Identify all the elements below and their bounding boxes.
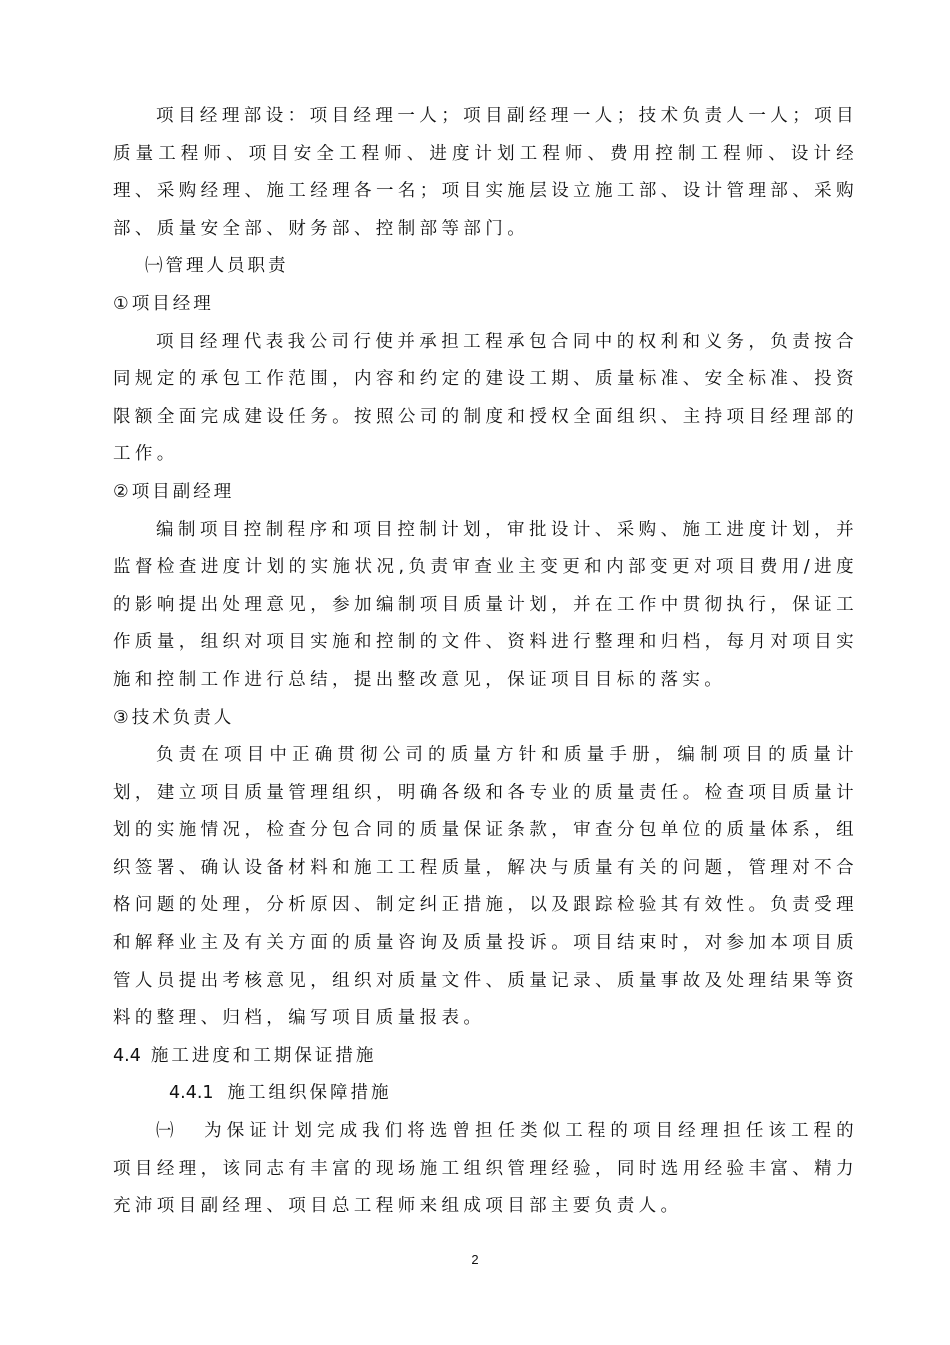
- subsection-heading: [113, 1075, 858, 1113]
- duties-heading: ㈠管理人员职责: [145, 256, 289, 277]
- role-technical-lead-text: 负责在项目中正确贯彻公司的质量方针和质量手册，编制项目的质量计划，建立项目质量管理组织，明确各级和各专业的质量责任。检查项目质量计划的实施情况，检查分包合同的质量保证条款，审查分包单位的质量体系，组织签署、确认设备材料和施工工程质量，解决与质量有关的问题，管理对不合格问题的处理，分析原因、制定纠正措施，以及跟踪检验其有效性。负责受理和解释业主及有关方面的质量咨询及质量投诉。项目结束时，对参加本项目质管人员提出考核意见，组织对质量文件、质量记录、质量事故及处理结果等资料的整理、归档，编写项目质量报表。: [113, 745, 858, 1029]
- section-heading: [113, 1038, 858, 1076]
- section-title: 施工进度和工期保证措施: [150, 1045, 377, 1066]
- page-number: 2: [471, 1252, 479, 1267]
- role-technical-lead-heading: ③技术负责人: [113, 707, 235, 728]
- role-project-manager-text: 项目经理代表我公司行使并承担工程承包合同中的权利和义务，负责按合同规定的承包工作范围，内容和约定的建设工期、质量标准、安全标准、投资限额全面完成建设任务。按照公司的制度和授权全面组织、主持项目经理部的工作。: [113, 331, 858, 465]
- page-content: [113, 98, 858, 1226]
- item-paragraph: [113, 1113, 858, 1226]
- role-deputy-manager-text: 编制项目控制程序和项目控制计划，审批设计、采购、施工进度计划，并监督检查进度计划的实施状况,负责审查业主变更和内部变更对项目费用/进度的影响提出处理意见，参加编制项目质量计划，并在工作中贯彻执行，保证工作质量，组织对项目实施和控制的文件、资料进行整理和归档，每月对项目实施和控制工作进行总结，提出整改意见，保证项目目标的落实。: [113, 519, 858, 690]
- org-structure-paragraph: 项目经理部设：项目经理一人；项目副经理一人；技术负责人一人；项目质量工程师、项目安全工程师、进度计划工程师、费用控制工程师、设计经理、采购经理、施工经理各一名；项目实施层设立施工部、设计管理部、采购部、质量安全部、财务部、控制部等部门。: [113, 106, 858, 239]
- section-number: 4.4: [113, 1045, 141, 1066]
- role-project-manager-heading: ①项目经理: [113, 293, 214, 314]
- item-text: 为保证计划完成我们将选曾担任类似工程的项目经理担任该工程的项目经理，该同志有丰富的现场施工组织管理经验，同时选用经验丰富、精力充沛项目副经理、项目总工程师来组成项目部主要负责人。: [113, 1121, 858, 1217]
- subsection-title: 施工组织保障措施: [227, 1083, 392, 1104]
- subsection-number: 4.4.1: [169, 1083, 214, 1104]
- item-label: ㈠: [156, 1121, 175, 1142]
- role-deputy-manager-heading: ②项目副经理: [113, 481, 235, 502]
